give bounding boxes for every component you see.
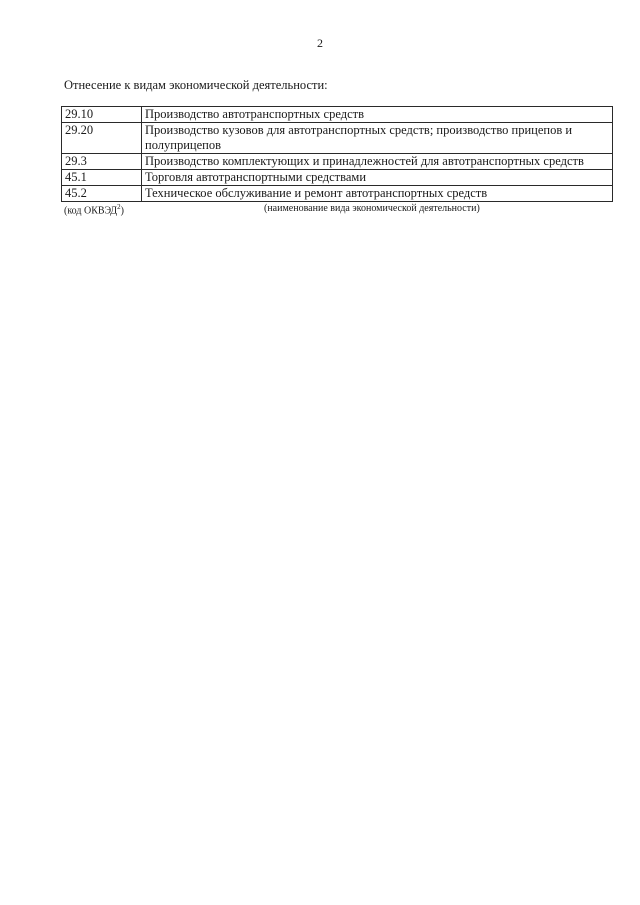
table-row bbox=[62, 123, 613, 154]
table-row bbox=[62, 107, 613, 123]
activity-name: Производство комплектующих и принадлежностей для автотранспортных средств bbox=[142, 154, 613, 170]
table-row bbox=[62, 154, 613, 170]
activity-name: Производство кузовов для автотранспортных средств; производство прицепов и полуприцепов bbox=[142, 123, 613, 154]
activity-name: Производство автотранспортных средств bbox=[142, 107, 613, 123]
activity-name: Торговля автотранспортными средствами bbox=[142, 170, 613, 186]
okved-table bbox=[61, 106, 613, 202]
okved-code: 29.3 bbox=[62, 154, 142, 170]
activity-name: Техническое обслуживание и ремонт автотранспортных средств bbox=[142, 186, 613, 202]
okved-code: 29.10 bbox=[62, 107, 142, 123]
footnote-marker: 2 bbox=[117, 203, 121, 211]
code-caption-close: ) bbox=[120, 205, 124, 217]
table-row bbox=[62, 170, 613, 186]
code-caption-text: (код ОКВЭД bbox=[64, 205, 118, 217]
name-column-caption: (наименование вида экономической деятельности) bbox=[264, 203, 480, 214]
page-number: 2 bbox=[317, 36, 323, 50]
okved-code: 45.1 bbox=[62, 170, 142, 186]
section-heading: Отнесение к видам экономической деятельности: bbox=[64, 78, 328, 92]
okved-code: 45.2 bbox=[62, 186, 142, 202]
code-column-caption bbox=[64, 203, 124, 216]
table-row bbox=[62, 186, 613, 202]
okved-code: 29.20 bbox=[62, 123, 142, 154]
